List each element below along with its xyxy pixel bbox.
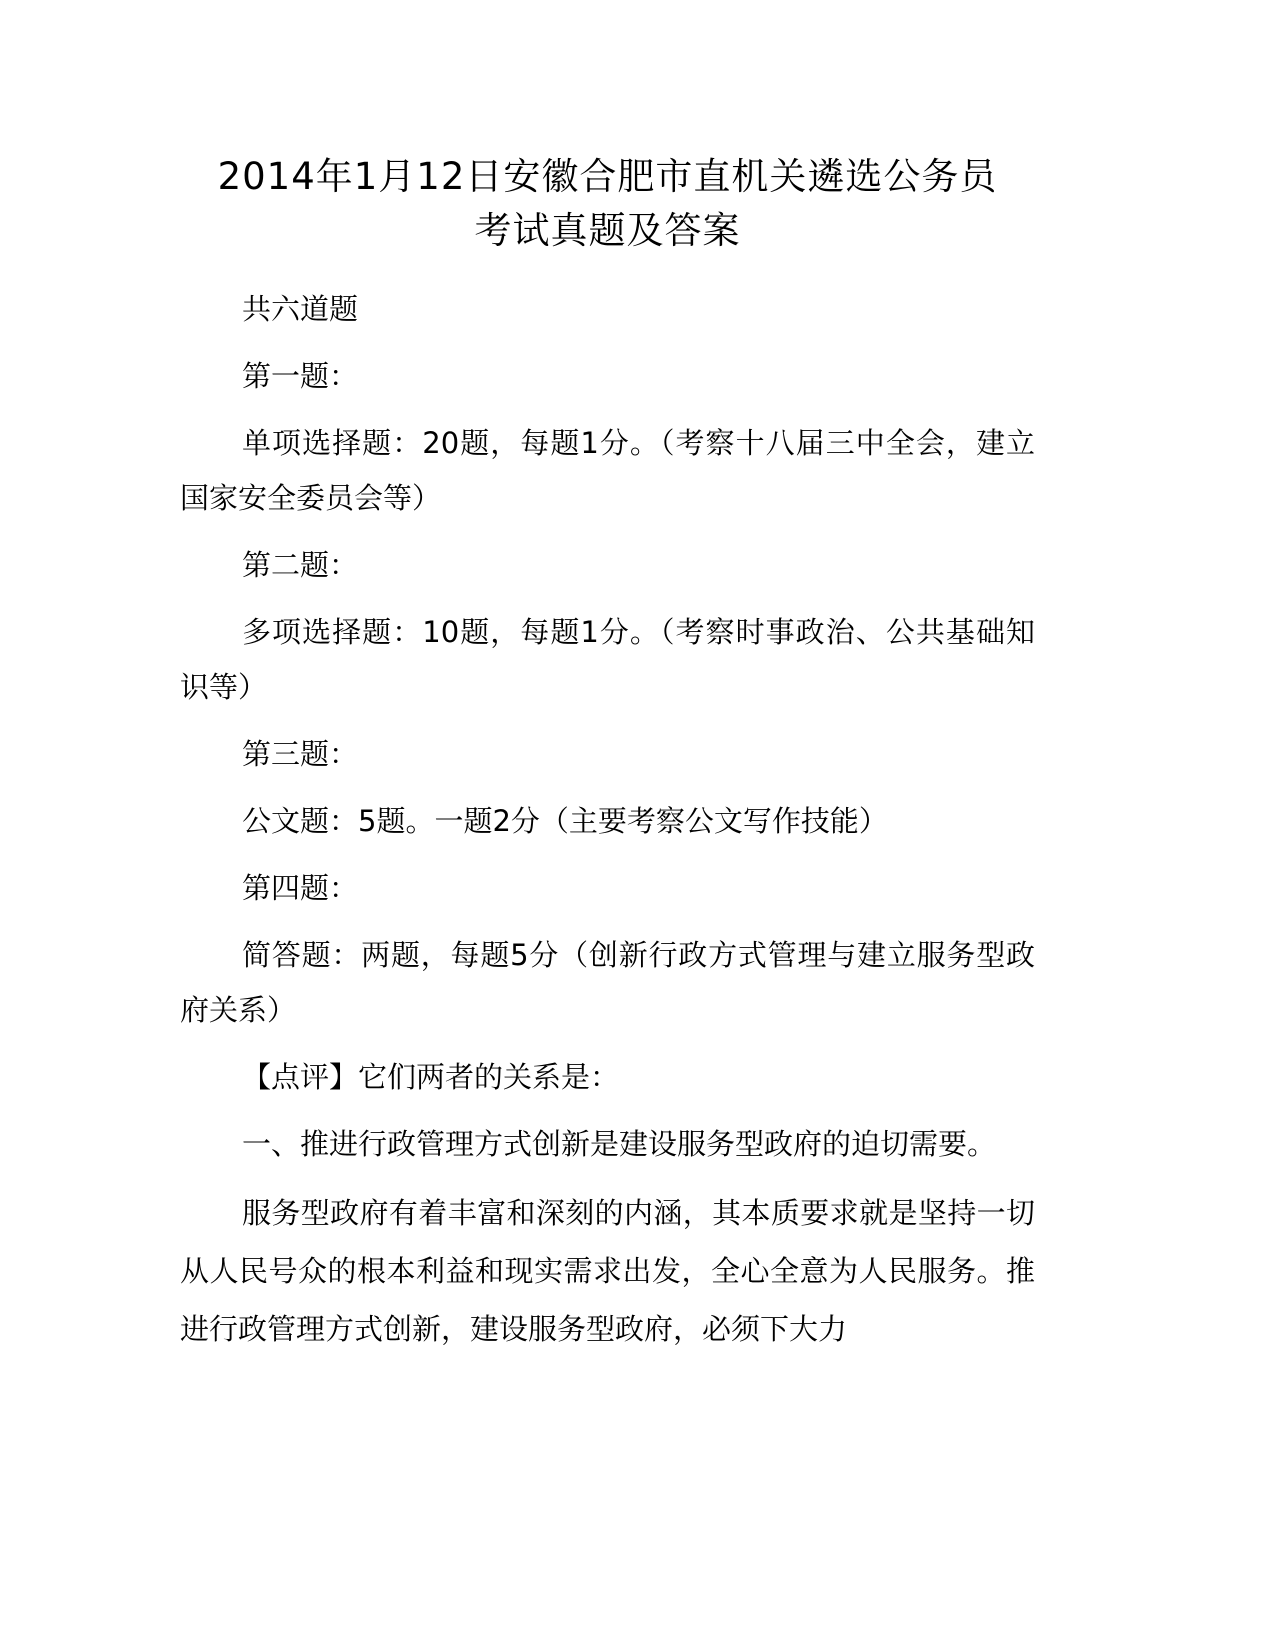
title-line-2: 考试真题及答案 <box>474 209 741 252</box>
paragraph-question-2-body: 多项选择题：10题，每题1分。（考察时事政治、公共基础知识等） <box>180 615 1035 704</box>
paragraph-question-1-body: 单项选择题：20题，每题1分。（考察十八届三中全会，建立国家安全委员会等） <box>180 426 1035 515</box>
paragraph-service-government: 服务型政府有着丰富和深刻的内涵，其本质要求就是坚持一切从人民号众的根本利益和现实需求出发，全心全意为人民服务。推进行政管理方式创新，建设服务型政府，必须下大力 <box>180 1196 1035 1346</box>
paragraph-commentary-heading: 【点评】它们两者的关系是： <box>242 1060 620 1094</box>
paragraph-total-questions: 共六道题 <box>242 292 359 326</box>
document-title <box>180 150 1035 258</box>
document-page <box>180 150 1035 1368</box>
paragraph-question-4-body: 简答题：两题，每题5分（创新行政方式管理与建立服务型政府关系） <box>180 938 1035 1027</box>
title-line-1: 2014年1月12日安徽合肥市直机关遴选公务员 <box>217 155 998 198</box>
paragraph-question-3-heading: 第三题： <box>242 737 359 771</box>
paragraph-point-one: 一、推进行政管理方式创新是建设服务型政府的迫切需要。 <box>242 1127 997 1161</box>
paragraph-question-2-heading: 第二题： <box>242 548 359 582</box>
paragraph-question-1-heading: 第一题： <box>242 359 359 393</box>
paragraph-question-4-heading: 第四题： <box>242 871 359 905</box>
paragraph-question-3-body: 公文题：5题。一题2分（主要考察公文写作技能） <box>242 804 888 838</box>
